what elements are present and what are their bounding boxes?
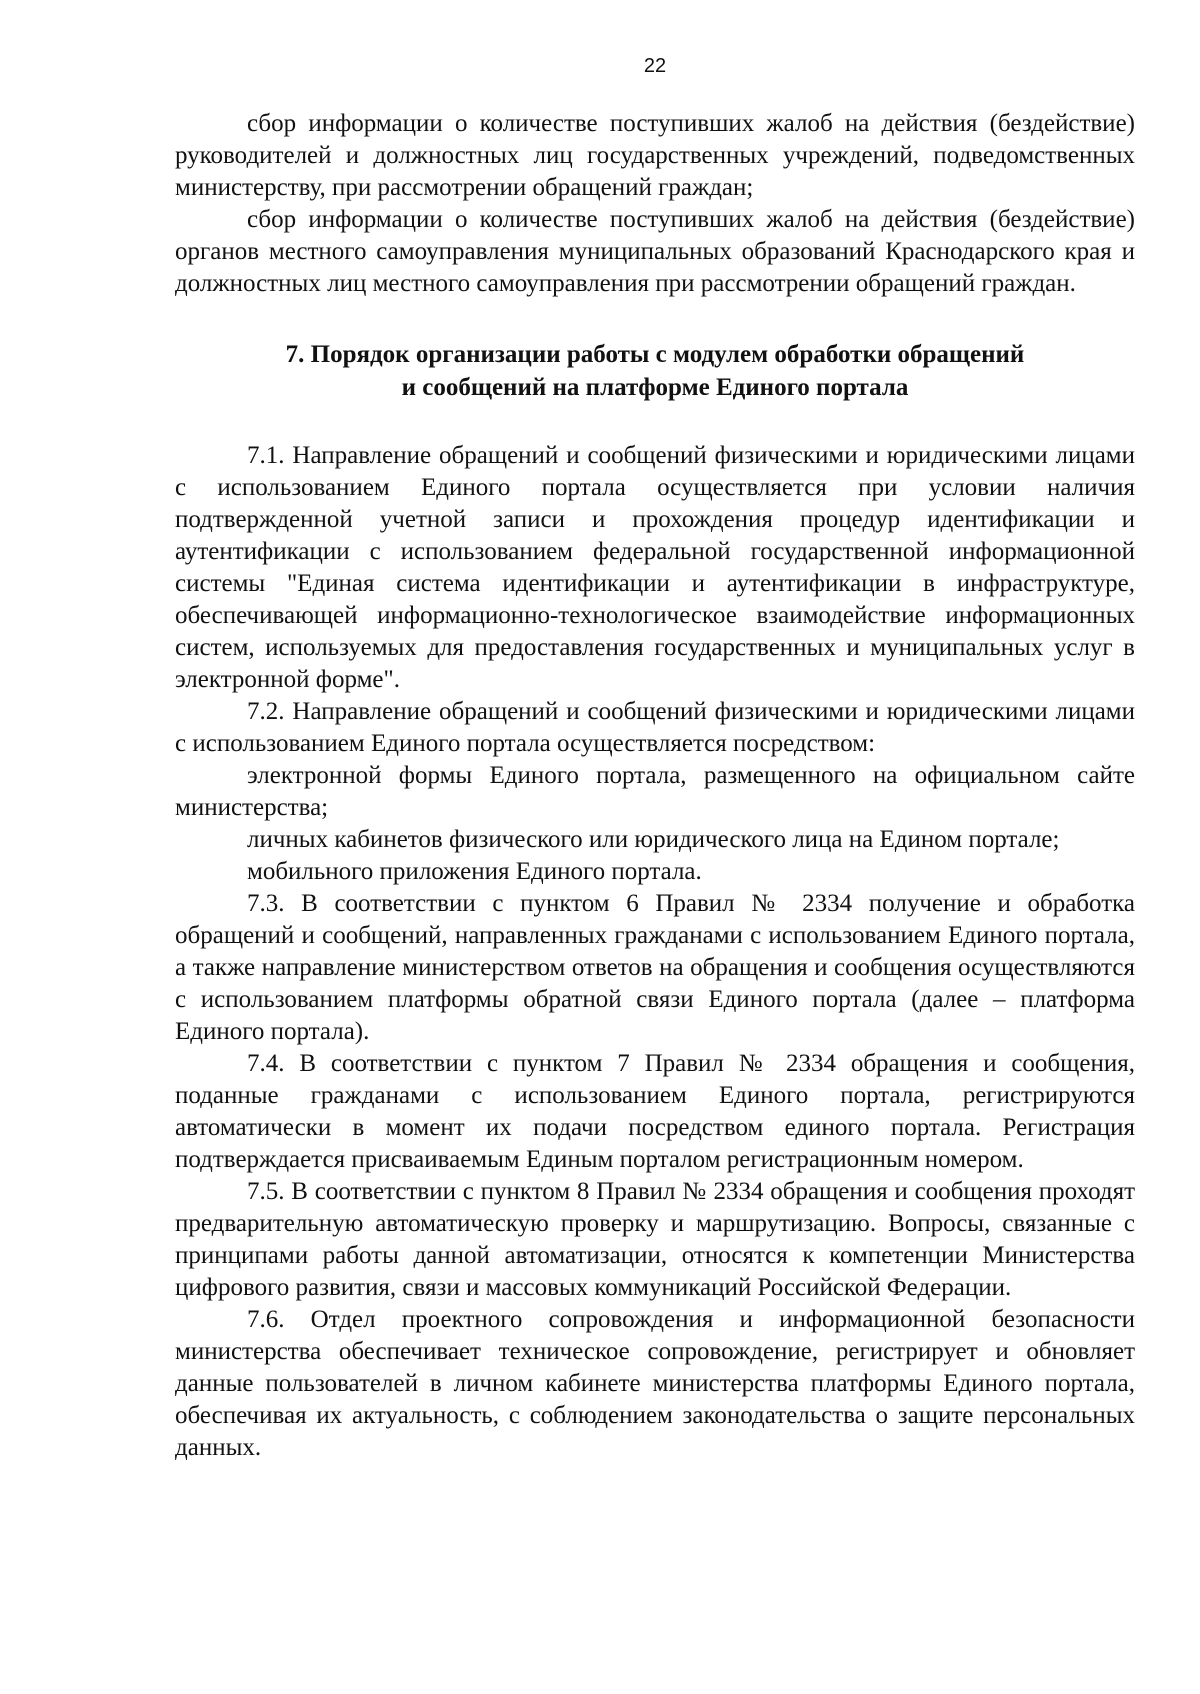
- paragraph-electronic-form: электронной формы Единого портала, размещенного на официальном сайте министерства;: [175, 762, 1135, 821]
- section-heading-line-2: и сообщений на платформе Единого портала: [401, 374, 909, 401]
- paragraph-7-4: 7.4. В соответствии с пунктом 7 Правил № 2334 обращения и сообщения, поданные гражданами с использованием Единого портала, регистрируются автоматически в момент их подачи посредством единого портала. Регистрация подтверждается присваиваемым Единым порталом регистрационным номером.: [175, 1050, 1135, 1173]
- section-heading-line-1: 7. Порядок организации работы с модулем обработки обращений: [285, 341, 1025, 368]
- paragraph-personal-accounts: личных кабинетов физического или юридического лица на Едином портале;: [247, 826, 1060, 853]
- paragraph-7-2: 7.2. Направление обращений и сообщений физическими и юридическими лицами с использованием Единого портала осуществляется посредством:: [175, 698, 1135, 757]
- paragraph-7-3: 7.3. В соответствии с пунктом 6 Правил № 2334 получение и обработка обращений и сообщений, направленных гражданами с использованием Единого портала, а также направление министерством ответов на обращения и сообщения осуществляются с использованием платформы обратной связи Единого портала (далее – платформа Единого портала).: [175, 890, 1135, 1045]
- paragraph-complaints-municipal: сбор информации о количестве поступивших жалоб на действия (бездействие) органов местного самоуправления муниципальных образований Краснодарского края и должностных лиц местного самоуправления при рассмотрении обращений граждан.: [175, 206, 1135, 297]
- paragraph-mobile-app: мобильного приложения Единого портала.: [247, 858, 702, 885]
- paragraph-7-5: 7.5. В соответствии с пунктом 8 Правил № 2334 обращения и сообщения проходят предварительную автоматическую проверку и маршрутизацию. Вопросы, связанные с принципами работы данной автоматизации, относятся к компетенции Министерства цифрового развития, связи и массовых коммуникаций Российской Федерации.: [175, 1178, 1135, 1301]
- paragraph-complaints-institutions: сбор информации о количестве поступивших жалоб на действия (бездействие) руководителей и должностных лиц государственных учреждений, подведомственных министерству, при рассмотрении обращений граждан;: [175, 110, 1135, 201]
- document-body: [175, 108, 1135, 1464]
- paragraph-7-6: 7.6. Отдел проектного сопровождения и информационной безопасности министерства обеспечивает техническое сопровождение, регистрирует и обновляет данные пользователей в личном кабинете министерства платформы Единого портала, обеспечивая их актуальность, с соблюдением законодательства о защите персональных данных.: [175, 1306, 1135, 1461]
- page-number: 22: [643, 55, 667, 77]
- paragraph-7-1: 7.1. Направление обращений и сообщений физическими и юридическими лицами с использованием Единого портала осуществляется при условии наличия подтвержденной учетной записи и прохождения процедур идентификации и аутентификации с использованием федеральной государственной информационной системы "Единая система идентификации и аутентификации в инфраструктуре, обеспечивающей информационно-технологическое взаимодействие информационных систем, используемых для предоставления государственных и муниципальных услуг в электронной форме".: [175, 442, 1135, 693]
- section-heading: [175, 338, 1135, 404]
